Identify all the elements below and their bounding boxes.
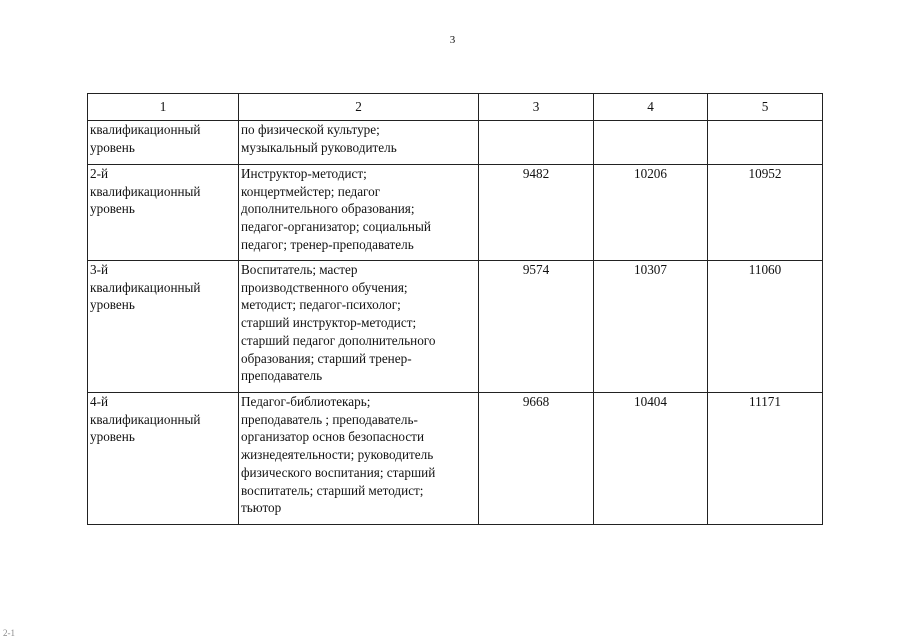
cell-line: квалификационный [90, 279, 201, 295]
footer-mark: 2-1 [3, 628, 15, 638]
cell-line: Педагог-библиотекарь; [241, 394, 371, 409]
cell-line: уровень [90, 429, 135, 445]
cell-line: дополнительного образования; [241, 201, 415, 217]
header-cell-1: 1 [88, 94, 239, 121]
page-number: 3 [449, 34, 456, 46]
qualification-level-cell [88, 121, 239, 165]
header-cell-5: 5 [708, 94, 823, 121]
value-cell-5: 11060 [708, 261, 823, 393]
cell-line: Инструктор-методист; [241, 166, 367, 181]
cell-line: квалификационный [90, 411, 201, 427]
header-row [88, 94, 823, 121]
qualification-level-cell [88, 393, 239, 525]
value-cell-3: 9482 [479, 165, 594, 261]
cell-line: 4-й [90, 394, 109, 409]
cell-line: образования; старший тренер- [241, 350, 412, 366]
qualification-level-cell [88, 261, 239, 393]
positions-cell [239, 261, 479, 393]
value-cell-4: 10404 [594, 393, 708, 525]
cell-line: уровень [90, 297, 135, 313]
cell-line: преподаватель ; преподаватель- [241, 411, 418, 427]
cell-line: тьютор [241, 500, 282, 516]
value-cell-3: 9668 [479, 393, 594, 525]
cell-line: преподаватель [241, 368, 323, 384]
header-cell-4: 4 [594, 94, 708, 121]
cell-line: уровень [90, 201, 135, 217]
cell-line: старший педагог дополнительного [241, 332, 436, 348]
salary-table [87, 93, 823, 525]
cell-line: физического воспитания; старший [241, 464, 436, 480]
cell-line: 3-й [90, 262, 109, 277]
cell-line: организатор основ безопасности [241, 429, 425, 445]
value-cell-5: 10952 [708, 165, 823, 261]
value-cell-4: 10307 [594, 261, 708, 393]
cell-line: педагог-организатор; социальный [241, 219, 431, 235]
value-cell-3: 9574 [479, 261, 594, 393]
value-cell-4: 10206 [594, 165, 708, 261]
positions-cell [239, 165, 479, 261]
cell-line: старший инструктор-методист; [241, 315, 417, 331]
positions-cell [239, 121, 479, 165]
value-cell-3 [479, 121, 594, 165]
cell-line: жизнедеятельности; руководитель [241, 447, 434, 463]
table-row [88, 165, 823, 261]
cell-line: педагог; тренер-преподаватель [241, 236, 414, 252]
cell-line: воспитатель; старший методист; [241, 482, 424, 498]
cell-line: Воспитатель; мастер [241, 262, 358, 277]
cell-line: методист; педагог-психолог; [241, 297, 401, 313]
positions-cell [239, 393, 479, 525]
value-cell-5: 11171 [708, 393, 823, 525]
table-row [88, 393, 823, 525]
cell-line: квалификационный [90, 122, 201, 137]
table-row [88, 261, 823, 393]
cell-line: концертмейстер; педагог [241, 183, 381, 199]
header-cell-2: 2 [239, 94, 479, 121]
cell-line: квалификационный [90, 183, 201, 199]
cell-line: уровень [90, 139, 135, 155]
cell-line: музыкальный руководитель [241, 139, 397, 155]
qualification-level-cell [88, 165, 239, 261]
value-cell-5 [708, 121, 823, 165]
table-row [88, 121, 823, 165]
value-cell-4 [594, 121, 708, 165]
cell-line: 2-й [90, 166, 109, 181]
cell-line: по физической культуре; [241, 122, 380, 137]
cell-line: производственного обучения; [241, 279, 408, 295]
header-cell-3: 3 [479, 94, 594, 121]
